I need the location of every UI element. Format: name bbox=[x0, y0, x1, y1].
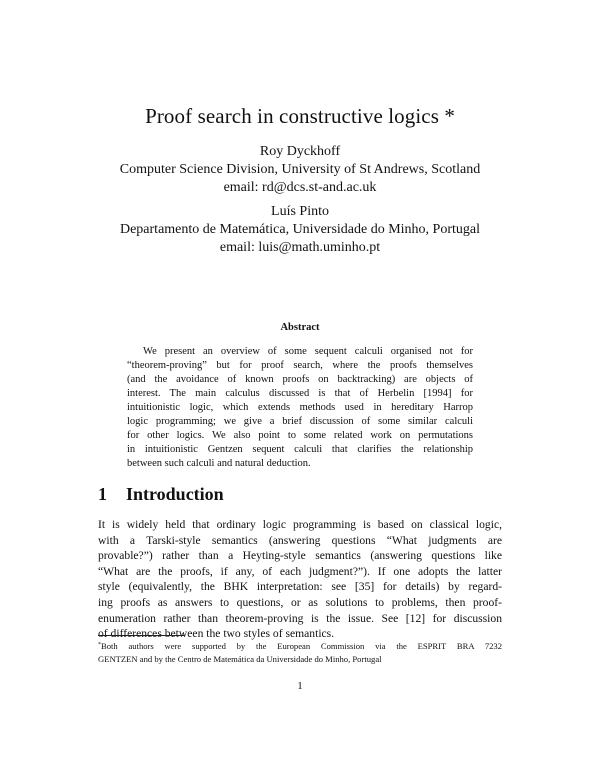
abstract-line: interest. The main calculus discussed is that of Herbelin [1994] for bbox=[127, 388, 473, 399]
author-block-1 bbox=[0, 143, 600, 197]
paragraph-line: provable?”) rather than a Heyting-style semantics (answering questions like bbox=[98, 549, 502, 563]
author-email: email: luis@math.uminho.pt bbox=[219, 240, 381, 255]
abstract-heading: Abstract bbox=[280, 322, 320, 333]
abstract-line: for other logics. We also point to some related work on permutations bbox=[127, 430, 473, 441]
section-number: 1 bbox=[98, 484, 107, 504]
author-affiliation: Computer Science Division, University of St Andrews, Scotland bbox=[119, 162, 481, 177]
footnote-line: GENTZEN and by the Centro de Matemática da Universidade do Minho, Portugal bbox=[98, 653, 382, 664]
abstract-line: “theorem-proving” but for proof search, where the proofs themselves bbox=[127, 360, 473, 371]
paragraph-line: “What are the proofs, if any, of each judgment?”). If one adopts the latter bbox=[98, 564, 502, 578]
paragraph-line: with a Tarski-style semantics (answering questions “What judgments are bbox=[98, 533, 502, 547]
section-heading bbox=[98, 484, 224, 505]
footnote-marker: * bbox=[98, 642, 101, 648]
paragraph-line: of differences between the two styles of semantics. bbox=[98, 627, 335, 641]
author-name: Luís Pinto bbox=[271, 204, 329, 219]
abstract-body bbox=[127, 345, 473, 471]
paragraph-line: style (equivalently, the BHK interpretation: see [35] for details) by regard- bbox=[98, 580, 502, 594]
abstract-line: logic programming; we give a brief discussion of some similar calculi bbox=[127, 416, 473, 427]
section-title: Introduction bbox=[126, 484, 224, 504]
abstract-line: intuitionistic logic, which extends methods used in hereditary Harrop bbox=[127, 402, 473, 413]
footnote-text: Both authors were supported by the European Commission via the ESPRIT BRA 7232 bbox=[101, 641, 502, 651]
paragraph-line: enumeration rather than theorem-proving is the issue. See [12] for discussion bbox=[98, 611, 502, 625]
footnote bbox=[98, 639, 502, 665]
abstract-line: in intuitionistic Gentzen sequent calculi that clarifies the relationship bbox=[127, 444, 473, 455]
abstract-line: between such calculi and natural deduction. bbox=[127, 458, 311, 469]
abstract-line: (and the avoidance of known proofs on backtracking) are objects of bbox=[127, 374, 473, 385]
author-name: Roy Dyckhoff bbox=[259, 144, 341, 159]
page-number: 1 bbox=[297, 680, 303, 692]
author-block-2 bbox=[0, 203, 600, 257]
author-affiliation: Departamento de Matemática, Universidade do Minho, Portugal bbox=[119, 222, 480, 237]
paragraph-line: It is widely held that ordinary logic programming is based on classical logic, bbox=[98, 518, 502, 531]
paper-title: Proof search in constructive logics * bbox=[145, 104, 455, 128]
abstract-line: We present an overview of some sequent calculi organised not for bbox=[143, 346, 473, 357]
author-email: email: rd@dcs.st-and.ac.uk bbox=[223, 180, 377, 195]
footnote-line bbox=[98, 639, 502, 653]
footnote-rule bbox=[98, 635, 184, 636]
introduction-paragraph bbox=[98, 517, 502, 642]
paragraph-line: ing proofs as answers to questions, or as solutions to problems, then proof- bbox=[98, 595, 502, 609]
